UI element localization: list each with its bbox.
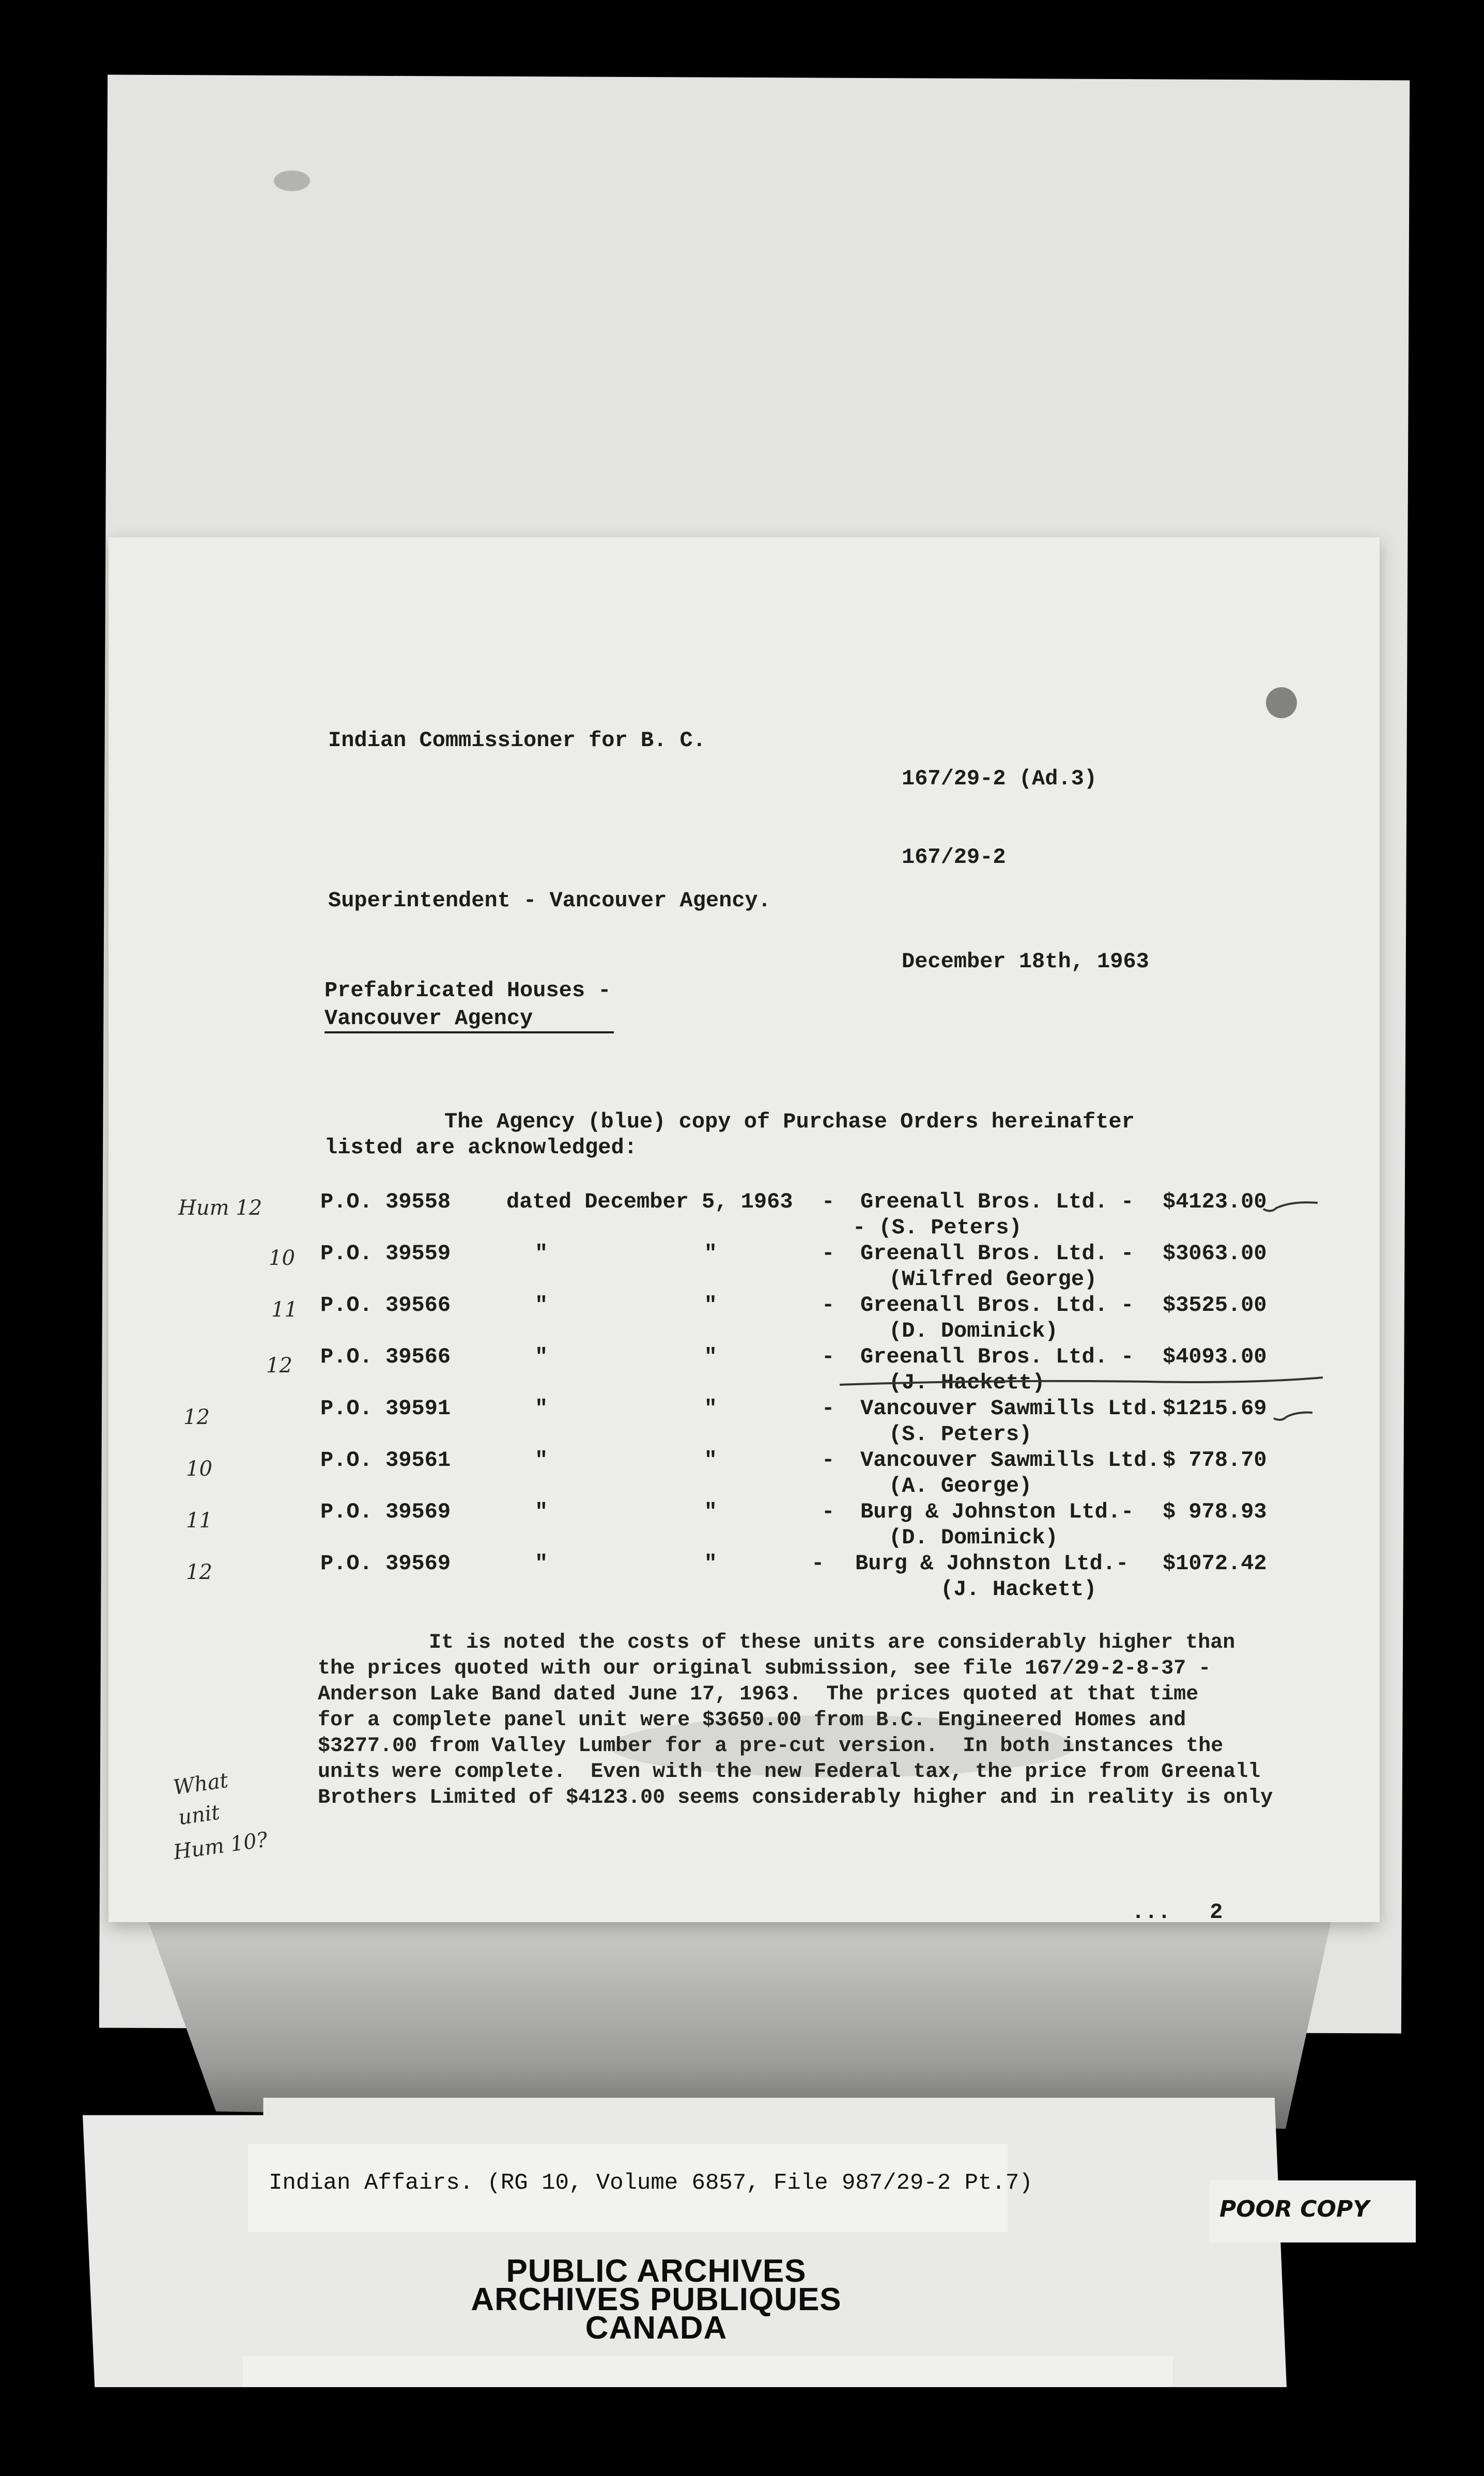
recipient-name: (S. Peters) bbox=[889, 1422, 1032, 1447]
sender: Superintendent - Vancouver Agency. bbox=[328, 888, 771, 913]
recipient-name: (J. Hackett) bbox=[889, 1370, 1045, 1395]
vendor: Greenall Bros. Ltd. - bbox=[860, 1293, 1134, 1318]
recipient-name: (J. Hackett) bbox=[940, 1577, 1097, 1602]
recipient-name: (Wilfred George) bbox=[889, 1267, 1097, 1292]
dash: - bbox=[822, 1241, 835, 1266]
vendor: Burg & Johnston Ltd.- bbox=[860, 1499, 1134, 1524]
page-continuation: ... 2 bbox=[1132, 1900, 1223, 1925]
margin-note: 12 bbox=[186, 1560, 212, 1584]
body-line: for a complete panel unit were $3650.00 from B.C. Engineered Homes and bbox=[318, 1709, 1186, 1732]
dash: - bbox=[822, 1448, 835, 1473]
body-line: Anderson Lake Band dated June 17, 1963. The prices quoted at that time bbox=[318, 1683, 1199, 1706]
check-mark-icon bbox=[1261, 1194, 1323, 1219]
bottom-sheet-fold bbox=[145, 1912, 1333, 2129]
recipient-name: - (S. Peters) bbox=[853, 1215, 1022, 1240]
margin-note: 10 bbox=[269, 1246, 295, 1270]
archive-stamp-line-1: PUBLIC ARCHIVES bbox=[506, 2253, 807, 2289]
margin-note: 12 bbox=[266, 1354, 292, 1378]
margin-note: 11 bbox=[271, 1298, 298, 1322]
amount: $3525.00 bbox=[1163, 1293, 1267, 1318]
po-number: P.O. 39558 bbox=[320, 1189, 451, 1214]
po-number: P.O. 39561 bbox=[320, 1448, 451, 1473]
amount: $4093.00 bbox=[1163, 1344, 1267, 1369]
po-date: " " bbox=[535, 1293, 717, 1318]
subject-line-1: Prefabricated Houses - bbox=[324, 978, 611, 1003]
dash: - bbox=[822, 1344, 835, 1369]
margin-note-line: Hum 10? bbox=[172, 1828, 269, 1865]
dash: - bbox=[822, 1396, 835, 1421]
amount: $1072.42 bbox=[1163, 1551, 1267, 1576]
margin-note-line: What bbox=[172, 1768, 230, 1800]
po-date: " " bbox=[535, 1551, 717, 1576]
archive-stamp-line-3: CANADA bbox=[585, 2310, 728, 2346]
letter-date: December 18th, 1963 bbox=[902, 949, 1149, 974]
po-date: " " bbox=[535, 1396, 717, 1421]
recipient-name: (D. Dominick) bbox=[889, 1525, 1058, 1550]
vendor: Vancouver Sawmills Ltd. bbox=[860, 1396, 1160, 1421]
recipient-name: (A. George) bbox=[889, 1474, 1032, 1498]
archive-citation: Indian Affairs. (RG 10, Volume 6857, File 987/29-2 Pt.7) bbox=[269, 2170, 1033, 2196]
dash: - bbox=[822, 1293, 835, 1318]
dash: - bbox=[811, 1551, 825, 1576]
vendor: Greenall Bros. Ltd. - bbox=[860, 1344, 1134, 1369]
amount: $3063.00 bbox=[1163, 1241, 1267, 1266]
amount: $1215.69 bbox=[1163, 1396, 1267, 1421]
vendor: Burg & Johnston Ltd.- bbox=[855, 1551, 1129, 1576]
margin-note: 11 bbox=[186, 1509, 212, 1533]
po-number: P.O. 39591 bbox=[320, 1396, 451, 1421]
subject-line-2: Vancouver Agency bbox=[324, 1008, 614, 1033]
vendor: Greenall Bros. Ltd. - bbox=[860, 1241, 1134, 1266]
body-line: $3277.00 from Valley Lumber for a pre-cut version. In both instances the bbox=[318, 1735, 1224, 1758]
margin-note: Hum 12 bbox=[178, 1196, 262, 1220]
recipient: Indian Commissioner for B. C. bbox=[328, 728, 706, 753]
amount: $4123.00 bbox=[1163, 1189, 1267, 1214]
po-number: P.O. 39569 bbox=[320, 1551, 451, 1576]
po-date: " " bbox=[535, 1241, 717, 1266]
body-line: the prices quoted with our original submission, see file 167/29-2-8-37 - bbox=[318, 1657, 1211, 1680]
file-reference-1: 167/29-2 (Ad.3) bbox=[902, 766, 1097, 791]
body-line: units were complete. Even with the new Federal tax, the price from Greenall bbox=[318, 1760, 1261, 1784]
margin-note: 10 bbox=[186, 1457, 212, 1481]
poor-copy-text: POOR COPY bbox=[1219, 2196, 1370, 2222]
body-line: It is noted the costs of these units are considerably higher than bbox=[429, 1631, 1235, 1654]
amount: $ 778.70 bbox=[1163, 1448, 1267, 1473]
archive-stamp-line-2: ARCHIVES PUBLIQUES bbox=[471, 2282, 842, 2317]
recipient-name: (D. Dominick) bbox=[889, 1319, 1058, 1343]
po-number: P.O. 39566 bbox=[320, 1344, 451, 1369]
po-number: P.O. 39566 bbox=[320, 1293, 451, 1318]
intro-line-1: The Agency (blue) copy of Purchase Orders hereinafter bbox=[444, 1109, 1135, 1134]
dash: - bbox=[822, 1189, 835, 1214]
label-strip bbox=[243, 2356, 1173, 2387]
body-line: Brothers Limited of $4123.00 seems considerably higher and in reality is only bbox=[318, 1786, 1273, 1809]
dash: - bbox=[822, 1499, 835, 1524]
po-date: " " bbox=[535, 1448, 717, 1473]
smudge bbox=[274, 171, 310, 191]
file-reference-2: 167/29-2 bbox=[902, 845, 1006, 870]
po-date: " " bbox=[535, 1344, 717, 1369]
vendor: Vancouver Sawmills Ltd. bbox=[860, 1448, 1160, 1473]
check-mark-icon bbox=[1271, 1405, 1318, 1426]
margin-note: 12 bbox=[183, 1405, 210, 1429]
amount: $ 978.93 bbox=[1163, 1499, 1267, 1524]
intro-line-2: listed are acknowledged: bbox=[324, 1135, 637, 1160]
po-date: " " bbox=[535, 1499, 717, 1524]
po-date: dated December 5, 1963 bbox=[506, 1189, 793, 1214]
po-number: P.O. 39559 bbox=[320, 1241, 451, 1266]
po-number: P.O. 39569 bbox=[320, 1499, 451, 1524]
vendor: Greenall Bros. Ltd. - bbox=[860, 1189, 1134, 1214]
margin-note-line: unit bbox=[177, 1800, 222, 1830]
smudge bbox=[1266, 687, 1297, 718]
hand-underline bbox=[837, 1364, 1328, 1395]
